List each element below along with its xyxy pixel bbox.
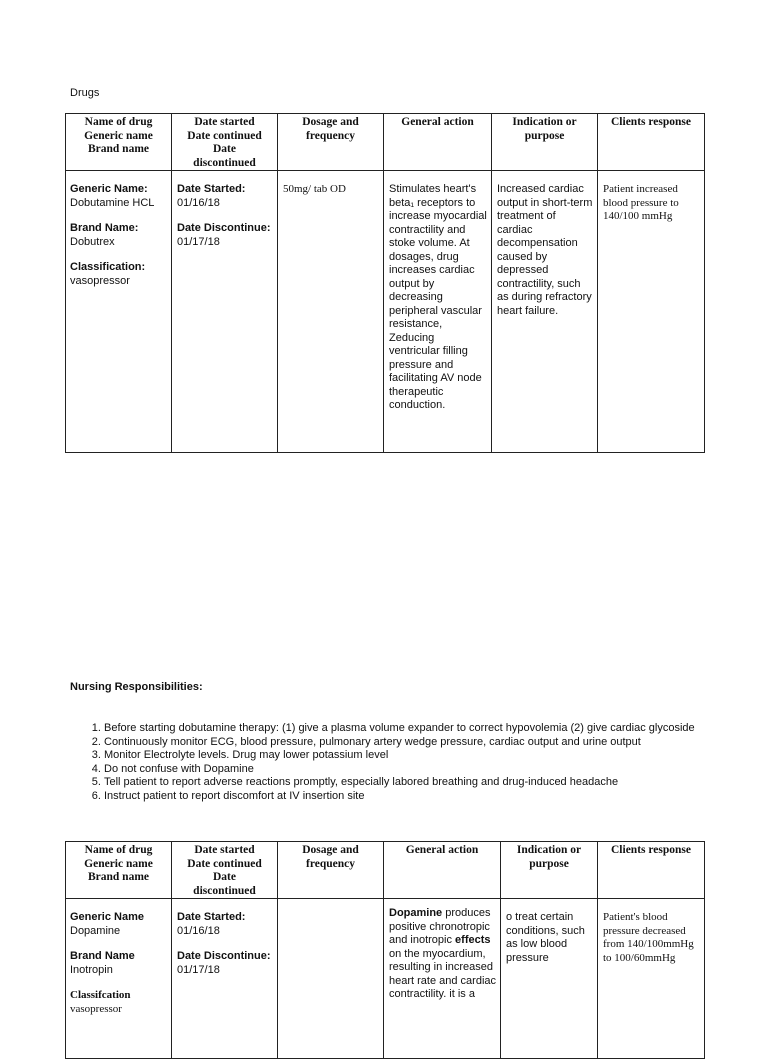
drug-table-1	[65, 113, 705, 453]
header-line: Indication or	[512, 116, 577, 128]
cell-dates	[172, 899, 278, 1059]
classification-value: vasopressor	[70, 1002, 122, 1015]
header-line: General action	[405, 844, 479, 856]
header-line: discontinued	[193, 156, 256, 169]
generic-label: Generic Name:	[70, 183, 148, 195]
action-text: produces positive chronotropic and inotropic	[389, 907, 491, 946]
header-line: Name of drug	[84, 844, 153, 856]
general-action-text: Stimulates heart's beta₁ receptors to increase myocardial contractility and stoke volume. At dosages, drug increases cardiac output by decreasing peripheral vascular resistance, Zeducing ventricular filling pressure and facilitating AV node therapeutic conduction.	[389, 183, 487, 411]
section-title: Drugs	[70, 87, 100, 99]
cell-dates	[172, 171, 278, 453]
date-started-value: 01/16/18	[177, 196, 220, 209]
header-drug-name	[66, 114, 172, 171]
header-line: Name of drug	[84, 116, 153, 128]
nursing-title: Nursing Responsibilities:	[70, 681, 203, 693]
generic-value: Dopamine	[70, 924, 121, 937]
header-indication	[492, 114, 598, 171]
header-line: Date continued	[187, 857, 262, 870]
header-line: purpose	[529, 857, 569, 870]
list-item: 5. Tell patient to report adverse reactions promptly, especially labored breathing and drug-induced headache	[104, 776, 744, 790]
header-line: Generic name	[84, 129, 153, 142]
generic-value: Dobutamine HCL	[70, 196, 155, 209]
list-item: 4. Do not confuse with Dopamine	[104, 763, 744, 777]
dosage-text	[278, 899, 383, 915]
header-client-response	[598, 842, 705, 899]
classification-label: Classifcation	[70, 989, 131, 1001]
header-line: Generic name	[84, 857, 153, 870]
header-line: Indication or	[516, 844, 582, 856]
action-text: on the myocardium, resulting in increased heart rate and cardiac contractility. it is a	[389, 947, 497, 1000]
header-client-response	[598, 114, 705, 171]
cell-dosage	[278, 171, 384, 453]
header-line: Date	[213, 871, 236, 883]
cell-client-response	[598, 899, 705, 1059]
date-discontinue-value: 01/17/18	[177, 235, 220, 248]
cell-general-action	[384, 171, 492, 453]
header-line: Date started	[194, 844, 255, 856]
list-item: 1. Before starting dobutamine therapy: (1) give a plasma volume expander to correct hypovolemia (2) give cardiac glycoside	[104, 722, 744, 736]
cell-indication	[492, 171, 598, 453]
cell-drug-name	[66, 899, 172, 1059]
header-line: Dosage and	[302, 116, 359, 128]
header-line: Date continued	[187, 129, 262, 142]
list-item: 6. Instruct patient to report discomfort at IV insertion site	[104, 790, 744, 804]
cell-indication	[501, 899, 598, 1059]
brand-value: Dobutrex	[70, 235, 115, 248]
classification-label: Classification:	[70, 261, 146, 273]
classification-value: vasopressor	[70, 274, 130, 287]
header-line: Dosage and	[302, 844, 359, 856]
header-dates	[172, 114, 278, 171]
client-response-text: Patient increased blood pressure to 140/100 mmHg	[603, 183, 679, 222]
indication-text: Increased cardiac output in short-term treatment of cardiac decompensation caused by depressed contractility, such as during refractory heart failure.	[497, 183, 593, 317]
list-item: 3. Monitor Electrolyte levels. Drug may lower potassium level	[104, 749, 744, 763]
generic-label: Generic Name	[70, 911, 144, 923]
table-header-row	[66, 842, 705, 899]
header-general-action	[384, 842, 501, 899]
date-discontinue-value: 01/17/18	[177, 963, 220, 976]
header-line: General action	[401, 116, 474, 128]
header-dosage	[278, 842, 384, 899]
indication-text: o treat certain conditions, such as low blood pressure	[506, 911, 585, 964]
table-row	[66, 899, 705, 1059]
header-line: Date started	[194, 116, 255, 128]
table-row	[66, 171, 705, 453]
header-general-action	[384, 114, 492, 171]
header-indication	[501, 842, 598, 899]
date-started-value: 01/16/18	[177, 924, 220, 937]
cell-drug-name	[66, 171, 172, 453]
client-response-text: Patient's blood pressure decreased from 140/100mmHg to 100/60mmHg	[603, 911, 694, 964]
drug-table-2	[65, 841, 705, 1059]
header-dates	[172, 842, 278, 899]
cell-general-action	[384, 899, 501, 1059]
nursing-list	[68, 722, 744, 803]
brand-label: Brand Name:	[70, 222, 139, 234]
dosage-text: 50mg/ tab OD	[283, 183, 346, 195]
date-started-label: Date Started:	[177, 183, 246, 195]
date-started-label: Date Started:	[177, 911, 246, 923]
brand-value: Inotropin	[70, 963, 113, 976]
header-line: discontinued	[193, 884, 256, 897]
header-line: frequency	[306, 857, 355, 870]
brand-label: Brand Name	[70, 950, 135, 962]
action-bold-dopamine: Dopamine	[389, 907, 443, 919]
date-discontinue-label: Date Discontinue:	[177, 950, 271, 962]
header-line: Clients response	[611, 844, 691, 856]
action-bold-effects: effects	[455, 934, 491, 946]
header-line: frequency	[306, 129, 355, 142]
list-item: 2. Continuously monitor ECG, blood pressure, pulmonary artery wedge pressure, cardiac output and urine output	[104, 736, 744, 750]
cell-dosage	[278, 899, 384, 1059]
header-line: Brand name	[87, 871, 150, 883]
table-header-row	[66, 114, 705, 171]
header-line: Date	[213, 143, 236, 155]
header-line: Clients response	[611, 116, 691, 128]
header-dosage	[278, 114, 384, 171]
header-line: Brand name	[87, 143, 150, 155]
header-line: purpose	[524, 129, 565, 142]
cell-client-response	[598, 171, 705, 453]
header-drug-name	[66, 842, 172, 899]
general-action-text	[384, 899, 500, 1006]
date-discontinue-label: Date Discontinue:	[177, 222, 271, 234]
